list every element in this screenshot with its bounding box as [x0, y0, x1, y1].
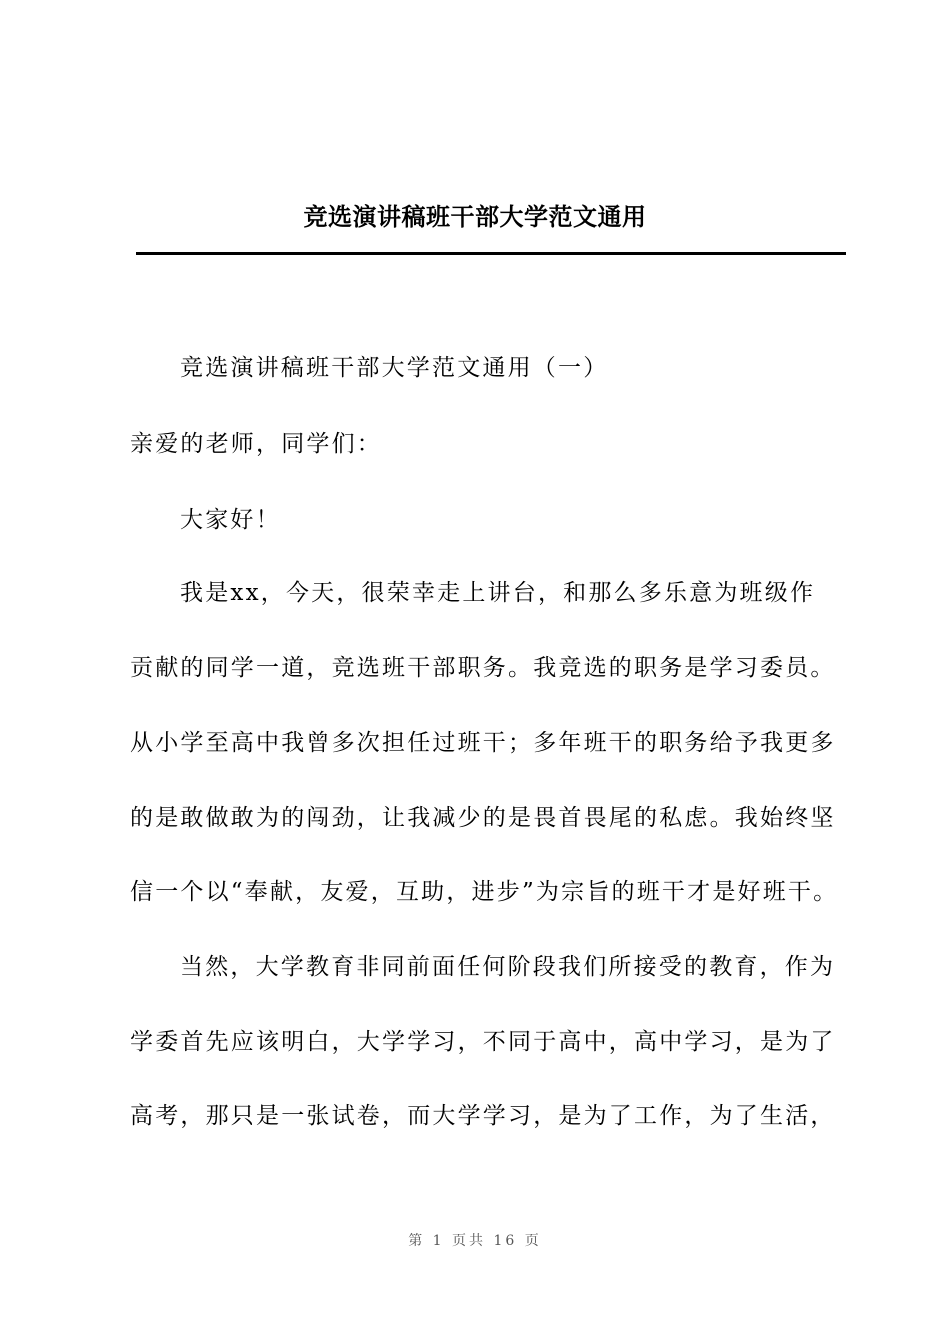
greeting-line: 亲爱的老师，同学们： [130, 431, 382, 457]
salutation-line: 大家好！ [180, 507, 281, 533]
body-line: 贡献的同学一道，竞选班干部职务。我竞选的职务是学习委员。 [130, 655, 836, 681]
body-line: 信一个以“奉献，友爱，互助，进步”为宗旨的班干才是好班干。 [130, 879, 839, 905]
body-line: 高考，那只是一张试卷，而大学学习，是为了工作，为了生活， [130, 1103, 836, 1129]
body-line: 的是敢做敢为的闯劲，让我减少的是畏首畏尾的私虑。我始终坚 [130, 805, 836, 831]
title-divider [136, 252, 846, 255]
section-heading: 竞选演讲稿班干部大学范文通用（一） [180, 355, 609, 381]
document-title: 竞选演讲稿班干部大学范文通用 [303, 202, 647, 231]
body-line: 我是xx，今天，很荣幸走上讲台，和那么多乐意为班级作 [180, 580, 816, 606]
body-line: 当然，大学教育非同前面任何阶段我们所接受的教育，作为 [180, 954, 836, 980]
page-footer: 第 1 页共 16 页 [408, 1233, 542, 1249]
body-line: 学委首先应该明白，大学学习，不同于高中，高中学习，是为了 [130, 1029, 836, 1055]
body-line: 从小学至高中我曾多次担任过班干；多年班干的职务给予我更多 [130, 730, 836, 756]
